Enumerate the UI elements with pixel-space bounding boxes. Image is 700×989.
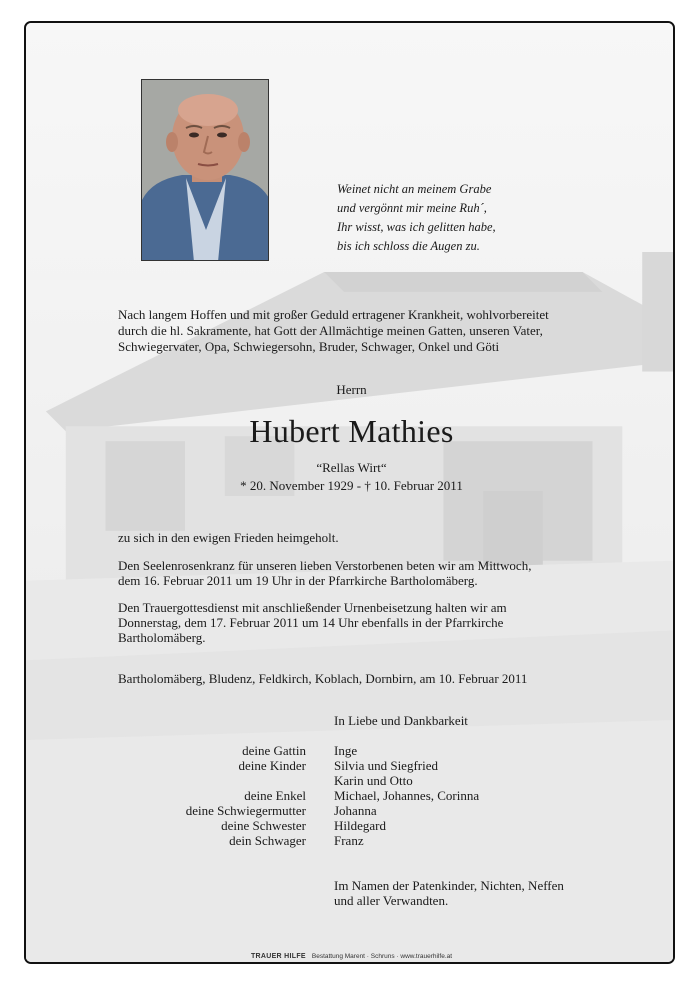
funeral-line: Donnerstag, dem 17. Februar 2011 um 14 Uhr ebenfalls in der Pfarrkirche [118, 615, 504, 630]
mourner-name: Michael, Johannes, Corinna [334, 788, 480, 803]
poem-line: und vergönnt mir meine Ruh´, [337, 201, 487, 215]
closing-line: Im Namen der Patenkinder, Nichten, Neffen [334, 878, 564, 893]
salutation: Herrn [336, 382, 367, 397]
poem-line: bis ich schloss die Augen zu. [337, 239, 480, 253]
relation-label: deine Schwiegermutter [185, 803, 306, 818]
greeting: In Liebe und Dankbarkeit [334, 713, 468, 728]
place-date-line: Bartholomäberg, Bludenz, Feldkirch, Koblach, Dornbirn, am 10. Februar 2011 [118, 671, 528, 686]
rosary-paragraph [118, 558, 618, 588]
poem-line: Ihr wisst, was ich gelitten habe, [337, 220, 496, 234]
funeral-line: Den Trauergottesdienst mit anschließender Urnenbeisetzung halten wir am [118, 600, 507, 615]
footer-text: Bestattung Marent · Schruns · www.trauerhilfe.at [311, 953, 453, 960]
funeral-line: Bartholomäberg. [118, 630, 206, 645]
closing-note [334, 878, 564, 908]
footer-brand: TRAUER HILFE [250, 953, 306, 960]
footer [26, 953, 675, 960]
relation-label [146, 773, 306, 788]
relation-label: deine Schwester [221, 818, 306, 833]
mourner-name: Johanna [334, 803, 377, 818]
life-dates: * 20. November 1929 - † 10. Februar 2011 [240, 478, 463, 493]
rosary-line: dem 16. Februar 2011 um 19 Uhr in der Pfarrkirche Bartholomäberg. [118, 573, 478, 588]
intro-line: Schwiegervater, Opa, Schwiegersohn, Bruder, Schwager, Onkel und Göti [118, 339, 500, 354]
mourner-name: Hildegard [334, 818, 386, 833]
names-column [334, 743, 479, 848]
relation-label: deine Gattin [242, 743, 306, 758]
rosary-line: Den Seelenrosenkranz für unseren lieben Verstorbenen beten wir am Mittwoch, [118, 558, 532, 573]
relation-label: deine Enkel [244, 788, 306, 803]
mourner-name: Inge [334, 743, 358, 758]
heimgeholt-line: zu sich in den ewigen Frieden heimgeholt. [118, 530, 339, 545]
intro-line: Nach langem Hoffen und mit großer Geduld ertragener Krankheit, wohlvorbereitet [118, 307, 549, 322]
intro-line: durch die hl. Sakramente, hat Gott der Allmächtige meinen Gatten, unseren Vater, [118, 323, 543, 338]
closing-line: und aller Verwandten. [334, 893, 449, 908]
funeral-paragraph [118, 600, 618, 645]
mourner-name: Karin und Otto [334, 773, 413, 788]
mourner-name: Franz [334, 833, 364, 848]
portrait-photo [141, 79, 269, 261]
poem-line: Weinet nicht an meinem Grabe [337, 182, 492, 196]
mourner-name: Silvia und Siegfried [334, 758, 438, 773]
relation-label: deine Kinder [238, 758, 306, 773]
intro-paragraph [118, 307, 638, 355]
deceased-name: Hubert Mathies [249, 413, 454, 449]
relation-label: dein Schwager [229, 833, 306, 848]
relations-column [146, 743, 306, 848]
deceased-nickname: “Rellas Wirt“ [316, 460, 387, 475]
poem [337, 180, 496, 256]
obituary-card [24, 21, 675, 964]
